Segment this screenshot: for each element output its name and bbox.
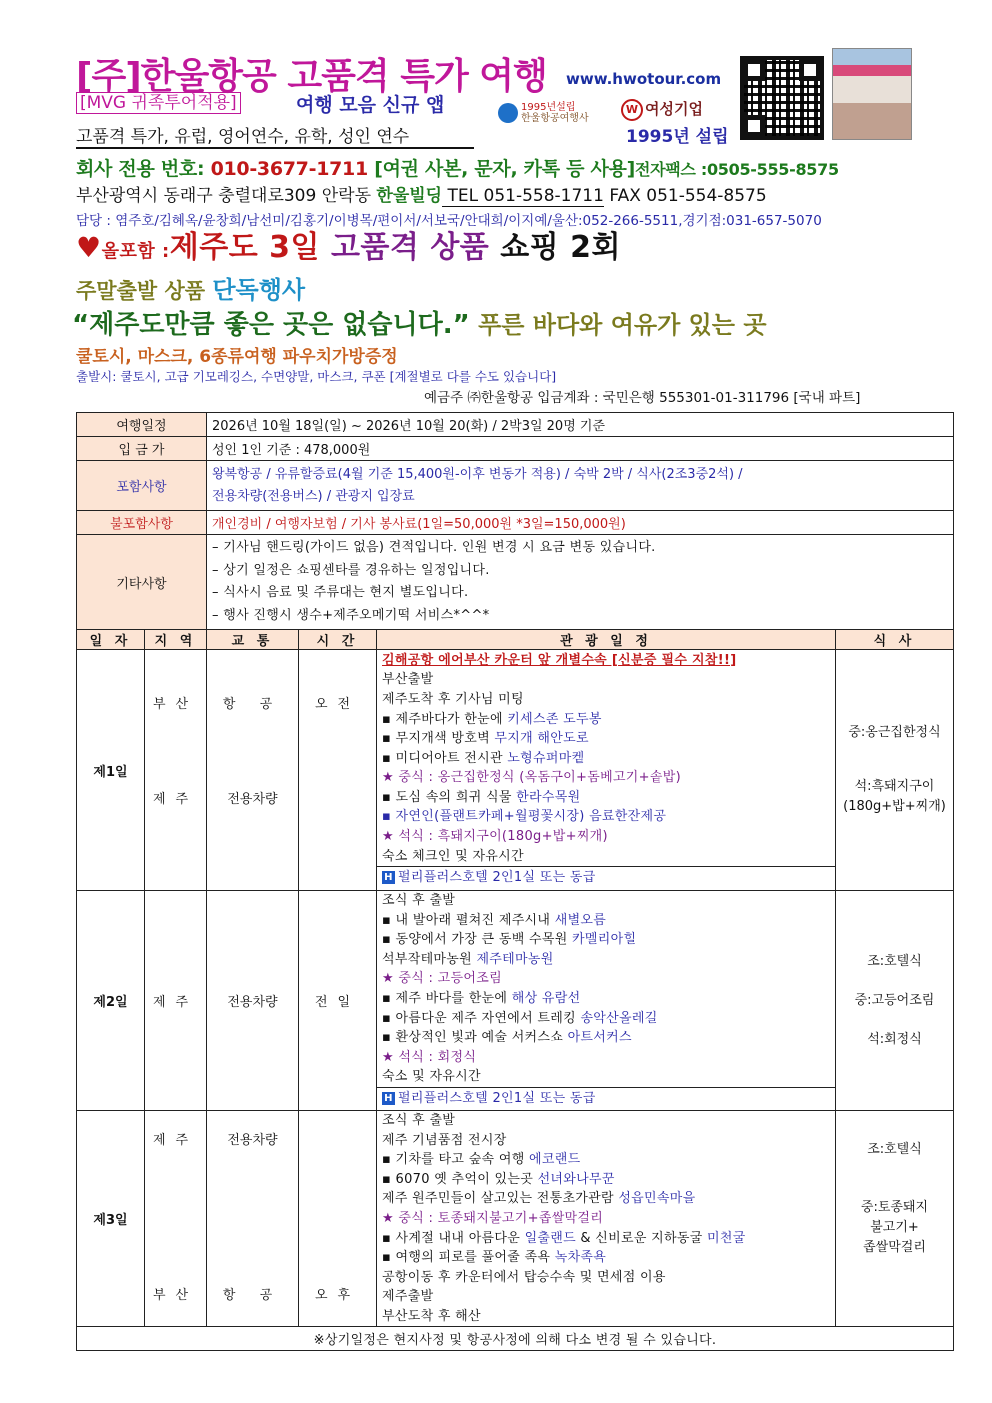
day-row: 제1일 부산 제주 항 공 전용차량 오전 김해공항 에어부산 카운터 앞 개별수속 [신분증 필수 지참!!] 부산출발 제주도착 후 기사님 미팅 ▪ 제주바다가 한눈에 키세스존 도두봉 ▪ 무지개색 방호벽 무지개 해안도로 ▪ 미디어아트 전시관 노형슈퍼마켙 ★ 중식 : 옹근집한정식 (옥돔구이+돔베고기+솥밥) ▪ 도심 속의 희귀 식물 한라수목원 ▪ 자연인(플랜트카페+월평꽃시장) 음료한잔제공 ★ 석식 : 흑돼지구이(180g+밥+찌개) 숙소 체크인 및 자유시간 H 펄리플러스호텔 2인1실 또는 동급 중:옹근집한정식 석:흑돼지구이 (180g+밥+찌개) <box>77 650 954 891</box>
incl-label: 포함사항 <box>77 461 207 511</box>
excl-label: 불포함사항 <box>77 511 207 535</box>
footer-note: ※상기일정은 현지사정 및 항공사정에 의해 다소 변경 될 수 있습니다. <box>77 1327 954 1351</box>
website-url[interactable]: www.hwotour.com <box>566 70 722 88</box>
app-label: 여행 모음 신규 앱 <box>296 94 445 116</box>
partner-logo: W 여성기업 <box>621 98 703 121</box>
contact-block: 회사 전용 번호: 010-3677-1711 [여권 사본, 문자, 카톡 등 사용]전자팩스 :0505-555-8575 부산광역시 동래구 충렬대로309 안락동 한울빌딩 TEL 051-558-1711 FAX 051-554-8575 담당 : 염주호/김혜옥/윤창희/남선미/김홍기/이병목/편이서/서보국/안대희/이지예/울산:052-266-5511,경기점:031-657-5070 <box>76 158 839 229</box>
gift-note: 출발시: 쿨토시, 고급 기모레깅스, 수면양말, 마스크, 쿠폰 [계절별로 다를 수도 있습니다] <box>76 369 557 384</box>
hotel-line: H 펄리플러스호텔 2인1실 또는 동급 <box>377 1087 835 1110</box>
company-logo: 1995년설립 한울항공여행사 <box>498 102 589 124</box>
excl-value: 개인경비 / 여행자보험 / 기사 봉사료(1일=50,000원 *3일=150,000원) <box>207 511 954 535</box>
page-title: ♥올포함 :제주도 3일 고품격 상품 쇼핑 2회 <box>76 230 621 265</box>
service-desc: 고품격 특가, 유럽, 영어연수, 유학, 성인 연수 <box>76 122 474 149</box>
brand-title: [주]한울항공 고품격 특가 여행 <box>76 56 547 97</box>
gift-line: 쿨토시, 마스크, 6종류여행 파우치가방증정 <box>76 347 398 367</box>
day-row: 제3일 제주 부산 전용차량 항 공 오후 조식 후 출발 제주 기념품점 전시장 ▪ 기차를 타고 숲속 여행 에코랜드 ▪ 6070 옛 추억이 있는곳 선녀와나무꾼 제주 원주민들이 살고있는 전통초가관람 성읍민속마을 ★ 중식 : 토종돼지불고기+좁쌀막걸리 ▪ 사계절 내내 아름다운 일출랜드 & 신비로운 지하동굴 미천굴 ▪ 여행의 피로를 풀어줄 족욕 녹차족욕 공항이동 후 카운터에서 탑승수속 및 면세점 이용 제주출발 부산도착 후 해산 조:호텔식 중:토종돼지 불고기+ 좁쌀막걸리 <box>77 1110 954 1327</box>
tag-label: [MVG 귀족투어적용] <box>76 92 241 114</box>
price-value: 성인 1인 기준 : 478,000원 <box>207 437 954 461</box>
schedule-value: 2026년 10월 18일(일) ~ 2026년 10월 20(화) / 2박3일 20명 기준 <box>207 413 954 437</box>
hotel-line: H 펄리플러스호텔 2인1실 또는 동급 <box>377 866 835 889</box>
qr-code-icon <box>740 56 824 140</box>
price-label: 입 금 가 <box>77 437 207 461</box>
building-photo <box>832 48 912 140</box>
column-headers: 일 자 지 역 교 통 시 간 관 광 일 정 식 사 <box>77 630 954 650</box>
est-year: 1995년 설립 <box>626 127 729 147</box>
hotel-icon: H <box>382 1092 395 1105</box>
header <box>76 48 936 148</box>
etc-value: – 기사님 핸드링(가이드 없음) 견적입니다. 인원 변경 시 요금 변동 있습니다. – 상기 일정은 쇼핑센타를 경유하는 일정입니다. – 식사시 음료 및 주류대는 현지 별도입니다. – 행사 진행시 생수+제주오메기떡 서비스*^^* <box>207 535 954 630</box>
deposit-account: 예금주 ㈜한울항공 입금계좌 : 국민은행 555301-01-311796 [국내 파트] <box>424 390 861 406</box>
etc-label: 기타사항 <box>77 535 207 630</box>
day-row: 제2일 제주 전용차량 전일 조식 후 출발 ▪ 내 발아래 펼쳐진 제주시내 새별오름 ▪ 동양에서 가장 큰 동백 수목원 카멜리아힐 석부작테마농원 제주테마농원 ★ 중식 : 고등어조림 ▪ 제주 바다를 한눈에 해상 유람선 ▪ 아름다운 제주 자연에서 트레킹 송악산올레길 ▪ 환상적인 빛과 예술 서커스쇼 아트서커스 ★ 석식 : 회정식 숙소 및 자유시간 H 펄리플러스호텔 2인1실 또는 동급 조:호텔식 중:고등어조림 석:회정식 <box>77 891 954 1111</box>
hotel-icon: H <box>382 871 395 884</box>
weekend-line: 주말출발 상품 단독행사 <box>76 276 306 304</box>
tour-table <box>76 412 954 1351</box>
incl-value: 왕복항공 / 유류할증료(4월 기준 15,400원-이후 변동가 적용) / 숙박 2박 / 식사(2조3중2석) / 전용차량(전용버스) / 관광지 입장료 <box>207 461 954 511</box>
quote-line: “제주도만큼 좋은 곳은 없습니다.” 푸른 바다와 여유가 있는 곳 <box>72 310 767 340</box>
schedule-label: 여행일정 <box>77 413 207 437</box>
